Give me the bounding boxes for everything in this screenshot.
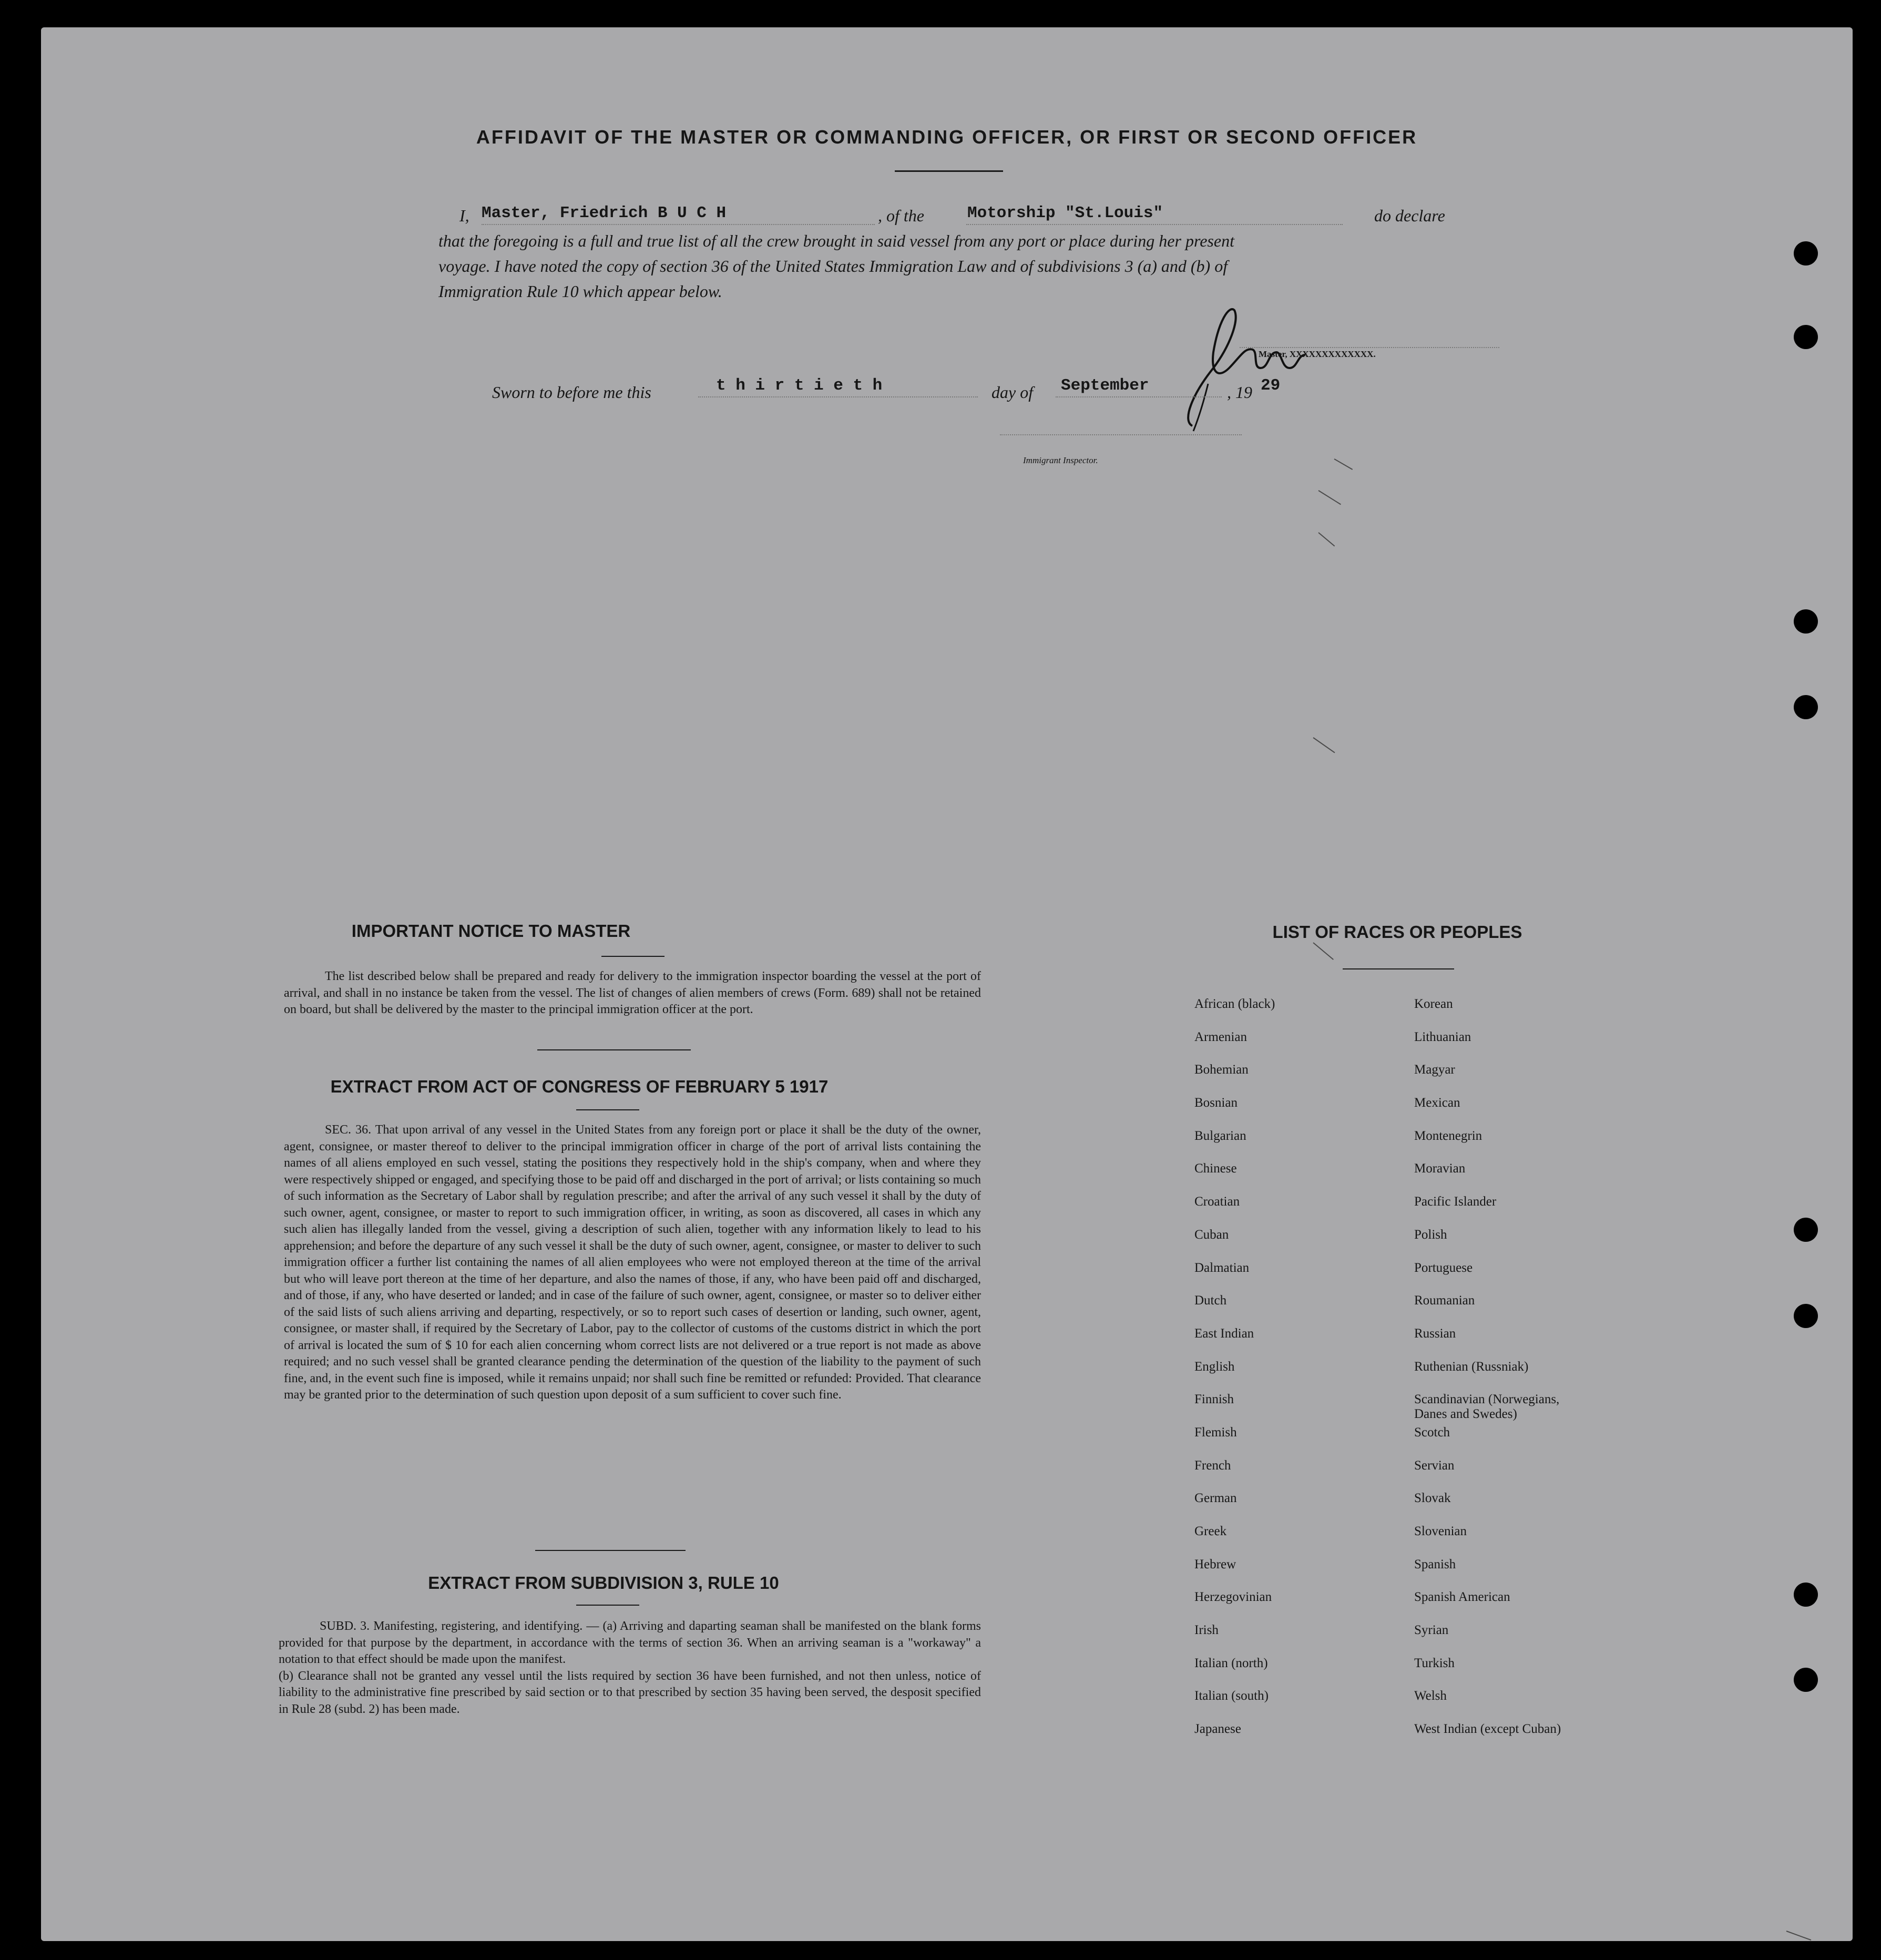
sworn-prefix: Sworn to before me this [492,383,651,402]
races-heading: LIST OF RACES OR PEOPLES [1272,922,1522,942]
race-item: French [1194,1458,1231,1473]
notice-rule [601,956,665,957]
punch-hole [1794,241,1818,266]
punch-hole [1794,695,1818,719]
act-rule [576,1109,639,1110]
race-item: Spanish American [1414,1590,1510,1605]
race-item: Cuban [1194,1227,1229,1242]
races-right-column [1414,997,1561,1755]
race-item: Hebrew [1194,1557,1236,1571]
inspector-caption: Immigrant Inspector. [1023,455,1098,465]
races-left-column [1194,997,1275,1755]
race-item: Herzegovinian [1194,1590,1272,1605]
master-name: Master, Friedrich B U C H [482,204,727,222]
race-item: Pacific Islander [1414,1195,1497,1209]
vessel-dotline [966,224,1343,225]
race-item: Roumanian [1414,1293,1475,1308]
races-rule [1343,968,1454,969]
race-item: Lithuanian [1414,1029,1471,1044]
act-text [284,1122,981,1404]
declaration-line-2: that the foregoing is a full and true list of all the crew brought in said vessel from any port or place during her present [438,231,1234,250]
scan-mark [1313,942,1334,960]
race-item: Portuguese [1414,1260,1473,1275]
race-item: Korean [1414,997,1453,1011]
rule-rule [576,1605,639,1606]
signature-caption: Master, XXXXXXXXXXXXX. [1259,349,1376,359]
race-item: Italian (north) [1194,1656,1268,1670]
punch-hole [1794,1583,1818,1607]
scan-mark [1786,1931,1812,1941]
race-item: German [1194,1491,1237,1506]
race-item: Scotch [1414,1425,1450,1440]
race-item: Italian (south) [1194,1689,1269,1703]
race-item: Slovak [1414,1491,1451,1506]
year-prefix: , 19 [1227,383,1252,402]
punch-hole [1794,1304,1818,1328]
document-page [41,27,1853,1941]
race-item: Welsh [1414,1689,1447,1703]
sworn-day-dotline [698,396,978,397]
scan-mark [1318,490,1341,505]
scan-mark [1313,737,1335,753]
race-item: Polish [1414,1227,1447,1242]
race-item: Dalmatian [1194,1260,1250,1275]
race-item: Greek [1194,1524,1227,1538]
race-item: Syrian [1414,1623,1449,1638]
race-item: Spanish [1414,1557,1456,1571]
race-item: Montenegrin [1414,1128,1483,1143]
race-item: English [1194,1359,1235,1374]
race-item: Bosnian [1194,1096,1238,1110]
signature-dotline [1240,347,1499,348]
year-suffix: 29 [1261,376,1281,395]
name-dotline [482,224,875,225]
sworn-month: September [1061,376,1149,395]
scan-mark [1334,458,1353,470]
race-item: Ruthenian (Russniak) [1414,1359,1529,1374]
rule-paragraph-b: (b) Clearance shall not be granted any vessel until the lists required by section 36 have been furnished, and not then unless, notice of liability to the administrative fine prescribed by said section or to that prescribed by section 35 having been served, the desposit specified in Rule 28 (subd. 2) has been made. [279,1669,981,1716]
race-item: Scandinavian (Norwegians, Danes and Swedes) [1414,1392,1560,1422]
declaration-prefix: I, [459,206,469,225]
race-item: Bohemian [1194,1063,1249,1077]
race-item: Croatian [1194,1195,1240,1209]
scan-mark [1318,532,1335,546]
race-item: Servian [1414,1458,1455,1473]
rule-paragraph-a: SUBD. 3. Manifesting, registering, and identifying. — (a) Arriving and daparting seaman shall be manifested on the blank forms provided for that purpose by the department, in accordance with the terms of section 36. When an arriving seaman is a "workaway" a notation to that effect should be made upon the manifest. [279,1619,981,1666]
punch-hole [1794,1218,1818,1242]
sworn-day: t h i r t i e t h [716,376,883,395]
race-item: Finnish [1194,1392,1234,1407]
race-item: East Indian [1194,1326,1254,1341]
master-signature [1161,289,1334,447]
act-end-rule [535,1550,686,1551]
act-heading: EXTRACT FROM ACT OF CONGRESS OF FEBRUARY 5 1917 [330,1077,829,1096]
inspector-dotline [1000,434,1242,435]
month-dotline [1056,396,1222,397]
race-item: Russian [1414,1326,1456,1341]
race-item: Irish [1194,1623,1219,1638]
race-item: Magyar [1414,1063,1455,1077]
rule-heading: EXTRACT FROM SUBDIVISION 3, RULE 10 [428,1573,779,1592]
notice-paragraph: The list described below shall be prepared and ready for delivery to the immigration inspector boarding the vessel at the port of arrival, and shall in no instance be taken from the vessel. The list of changes of alien members of crews (Form. 689) shall not be retained on board, but shall be delivered by the master to the principal immigration officer at the port. [284,969,981,1016]
race-item: West Indian (except Cuban) [1414,1722,1561,1737]
declaration-line-3: voyage. I have noted the copy of section 36 of the United States Immigration Law and of subdivisions 3 (a) and (b) of [438,257,1228,275]
race-item: Turkish [1414,1656,1455,1670]
race-item: Moravian [1414,1161,1466,1176]
notice-text [284,968,981,1018]
race-item: Bulgarian [1194,1128,1246,1143]
vessel-name: Motorship "St.Louis" [967,204,1163,222]
notice-heading: IMPORTANT NOTICE TO MASTER [351,921,631,941]
race-item: Mexican [1414,1096,1460,1110]
affidavit-title: AFFIDAVIT OF THE MASTER OR COMMANDING OFFICER, OR FIRST OR SECOND OFFICER [476,126,1418,148]
punch-hole [1794,325,1818,349]
race-item: Armenian [1194,1029,1247,1044]
act-paragraph: SEC. 36. That upon arrival of any vessel in the United States from any foreign port or place it shall be the duty of the owner, agent, consignee, or master thereof to deliver to the principal immigration officer in charge of the port of arrival lists containing the names of all aliens employed en such vessel, stating the positions they respectively hold in the ship's company, when and where they were respectively shipped or engaged, and specifying those to be paid off and discharged in the port of arrival; or lists containing so much of such information as the Secretary of Labor shall by regulation prescribe; and after the arrival of any such vessel it shall by the duty of such owner, agent, consignee, or master to report to such immigration officer, in writing, as soon as discovered, all cases in which any such alien has illegally landed from the vessel, giving a description of such alien, together with any information likely to lead to his apprehension; and before the departure of any such vessel it shall be the duty of such owner, agent, consignee, or master to deliver to such immigration officer a further list containing the names of all alien employees who were not employed thereon at the time of the arrival but who will leave port thereon at the time of her departure, and also the names of those, if any, who have been paid off and discharged, and of those, if any, who have deserted or landed; and in case of the failure of such owner, agent, consignee, or master so to deliver either of the said lists of such aliens arriving and departing, respectively, or so to report such cases of desertion or landing, such owner, agent, consignee, or master shall, if required by the Secretary of Labor, pay to the collector of customs of the customs district in which the port of arrival is located the sum of $ 10 for each alien concerning whom correct lists are not delivered or a true report is not made as above required; and no such vessel shall be granted clearance pending the determination of the question of the liability to the payment of such fine, and, in the event such fine is imposed, while it remains unpaid; nor shall such fine be remitted or refunded: Provided. That clearance may be granted prior to the determination of such question upon deposit of a sum sufficient to cover such fine. [284,1123,981,1402]
race-item: Chinese [1194,1161,1237,1176]
race-item: Dutch [1194,1293,1227,1308]
do-declare-label: do declare [1374,206,1445,225]
punch-hole [1794,609,1818,634]
punch-hole [1794,1668,1818,1692]
day-of-label: day of [991,383,1034,402]
race-item: African (black) [1194,997,1275,1011]
declaration-line-4: Immigration Rule 10 which appear below. [438,282,722,301]
race-item: Slovenian [1414,1524,1467,1538]
race-item: Japanese [1194,1722,1241,1737]
race-item: Flemish [1194,1425,1237,1440]
title-rule [895,170,1003,172]
of-the-label: , of the [878,206,924,225]
rule-text [279,1618,981,1718]
notice-end-rule [537,1049,691,1050]
